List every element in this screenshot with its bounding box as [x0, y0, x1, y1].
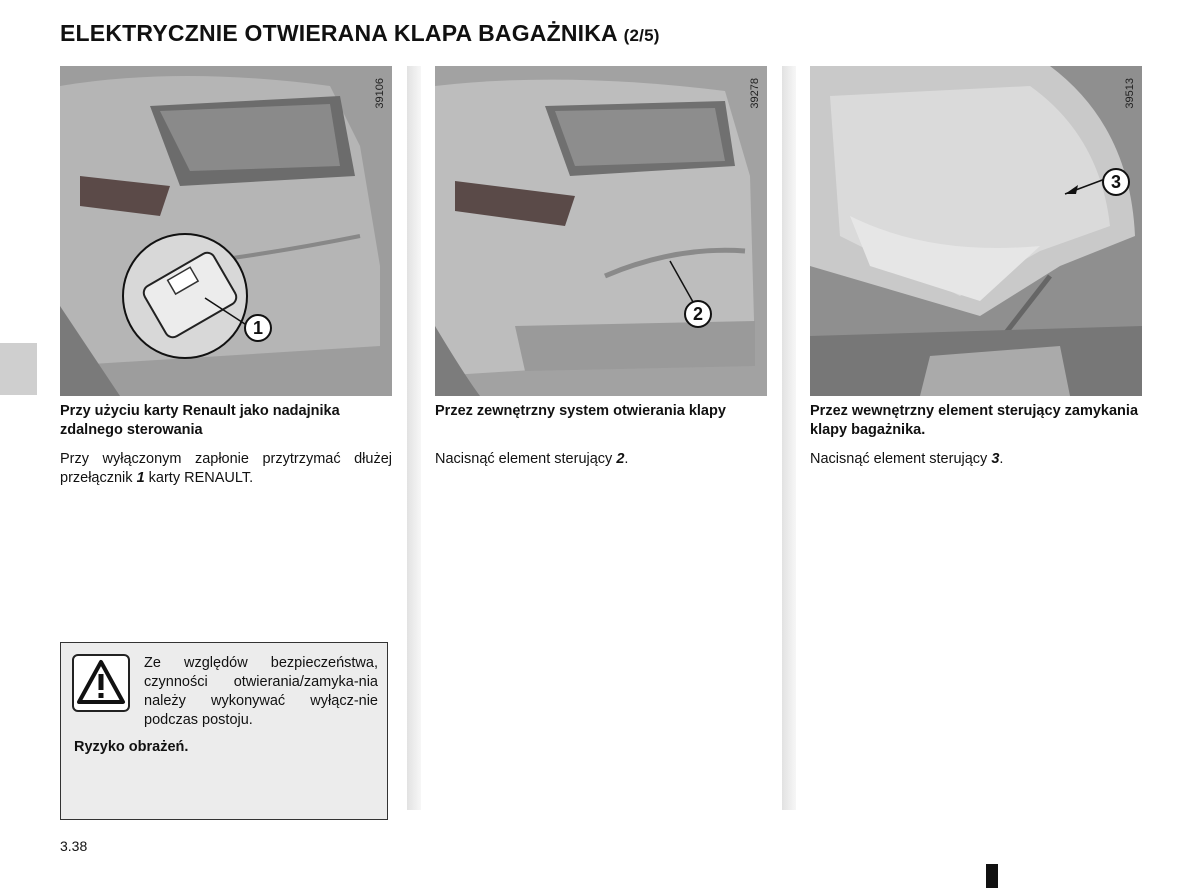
- instruction-text-exterior: [435, 450, 767, 469]
- section-heading-exterior: Przez zewnętrzny system otwierania klapy: [435, 403, 726, 419]
- page-marker: [986, 864, 998, 888]
- instruction-text: Nacisnąć element sterujący: [435, 451, 617, 467]
- callout-3: 3: [1102, 168, 1130, 196]
- column-divider: [407, 66, 421, 810]
- page-title-part: (2/5): [623, 26, 660, 45]
- figure-number: 39106: [374, 78, 386, 109]
- instruction-text: .: [624, 451, 629, 467]
- page-number: 3.38: [60, 838, 88, 854]
- warning-box: [60, 642, 388, 820]
- section-heading-remote: Przy użyciu karty Renault jako nadajnika zdalnego sterowania: [60, 403, 340, 438]
- instruction-text-interior: [810, 450, 1142, 469]
- callout-2: 2: [684, 300, 712, 328]
- callout-1: 1: [244, 314, 272, 342]
- column-divider: [782, 66, 796, 810]
- instruction-text: karty RENAULT.: [144, 470, 254, 486]
- instruction-text: Przy wyłączonym zapłonie przytrzymać dłużej przełącznik: [60, 451, 392, 486]
- instruction-text: Nacisnąć element sterujący: [810, 451, 992, 467]
- open-tailgate-illustration: [810, 66, 1142, 396]
- warning-risk: Ryzyko obrażeń.: [74, 739, 189, 755]
- chapter-tab: [0, 343, 37, 395]
- figure-card-exterior: [435, 66, 767, 396]
- page-title-text: ELEKTRYCZNIE OTWIERANA KLAPA BAGAŻNIKA: [60, 20, 618, 46]
- figure-number: 39278: [749, 78, 761, 109]
- section-heading-interior: Przez wewnętrzny element sterujący zamykania klapy bagażnika.: [810, 403, 1139, 438]
- figure-card-remote: [60, 66, 392, 396]
- warning-text: Ze względów bezpieczeństwa, czynności otwierania/zamyka-nia należy wykonywać wyłącz-nie podczas postoju.: [144, 655, 378, 728]
- control-reference: 1: [136, 470, 145, 486]
- car-rear-illustration: [60, 66, 392, 396]
- car-rear-illustration: [435, 66, 767, 396]
- figure-number: 39513: [1124, 78, 1136, 109]
- page-title: [60, 20, 660, 47]
- control-reference: 2: [616, 451, 625, 467]
- instruction-text-remote: [60, 450, 392, 488]
- control-reference: 3: [991, 451, 1000, 467]
- instruction-text: .: [999, 451, 1004, 467]
- warning-triangle-icon: [72, 654, 130, 712]
- figure-card-interior: [810, 66, 1142, 396]
